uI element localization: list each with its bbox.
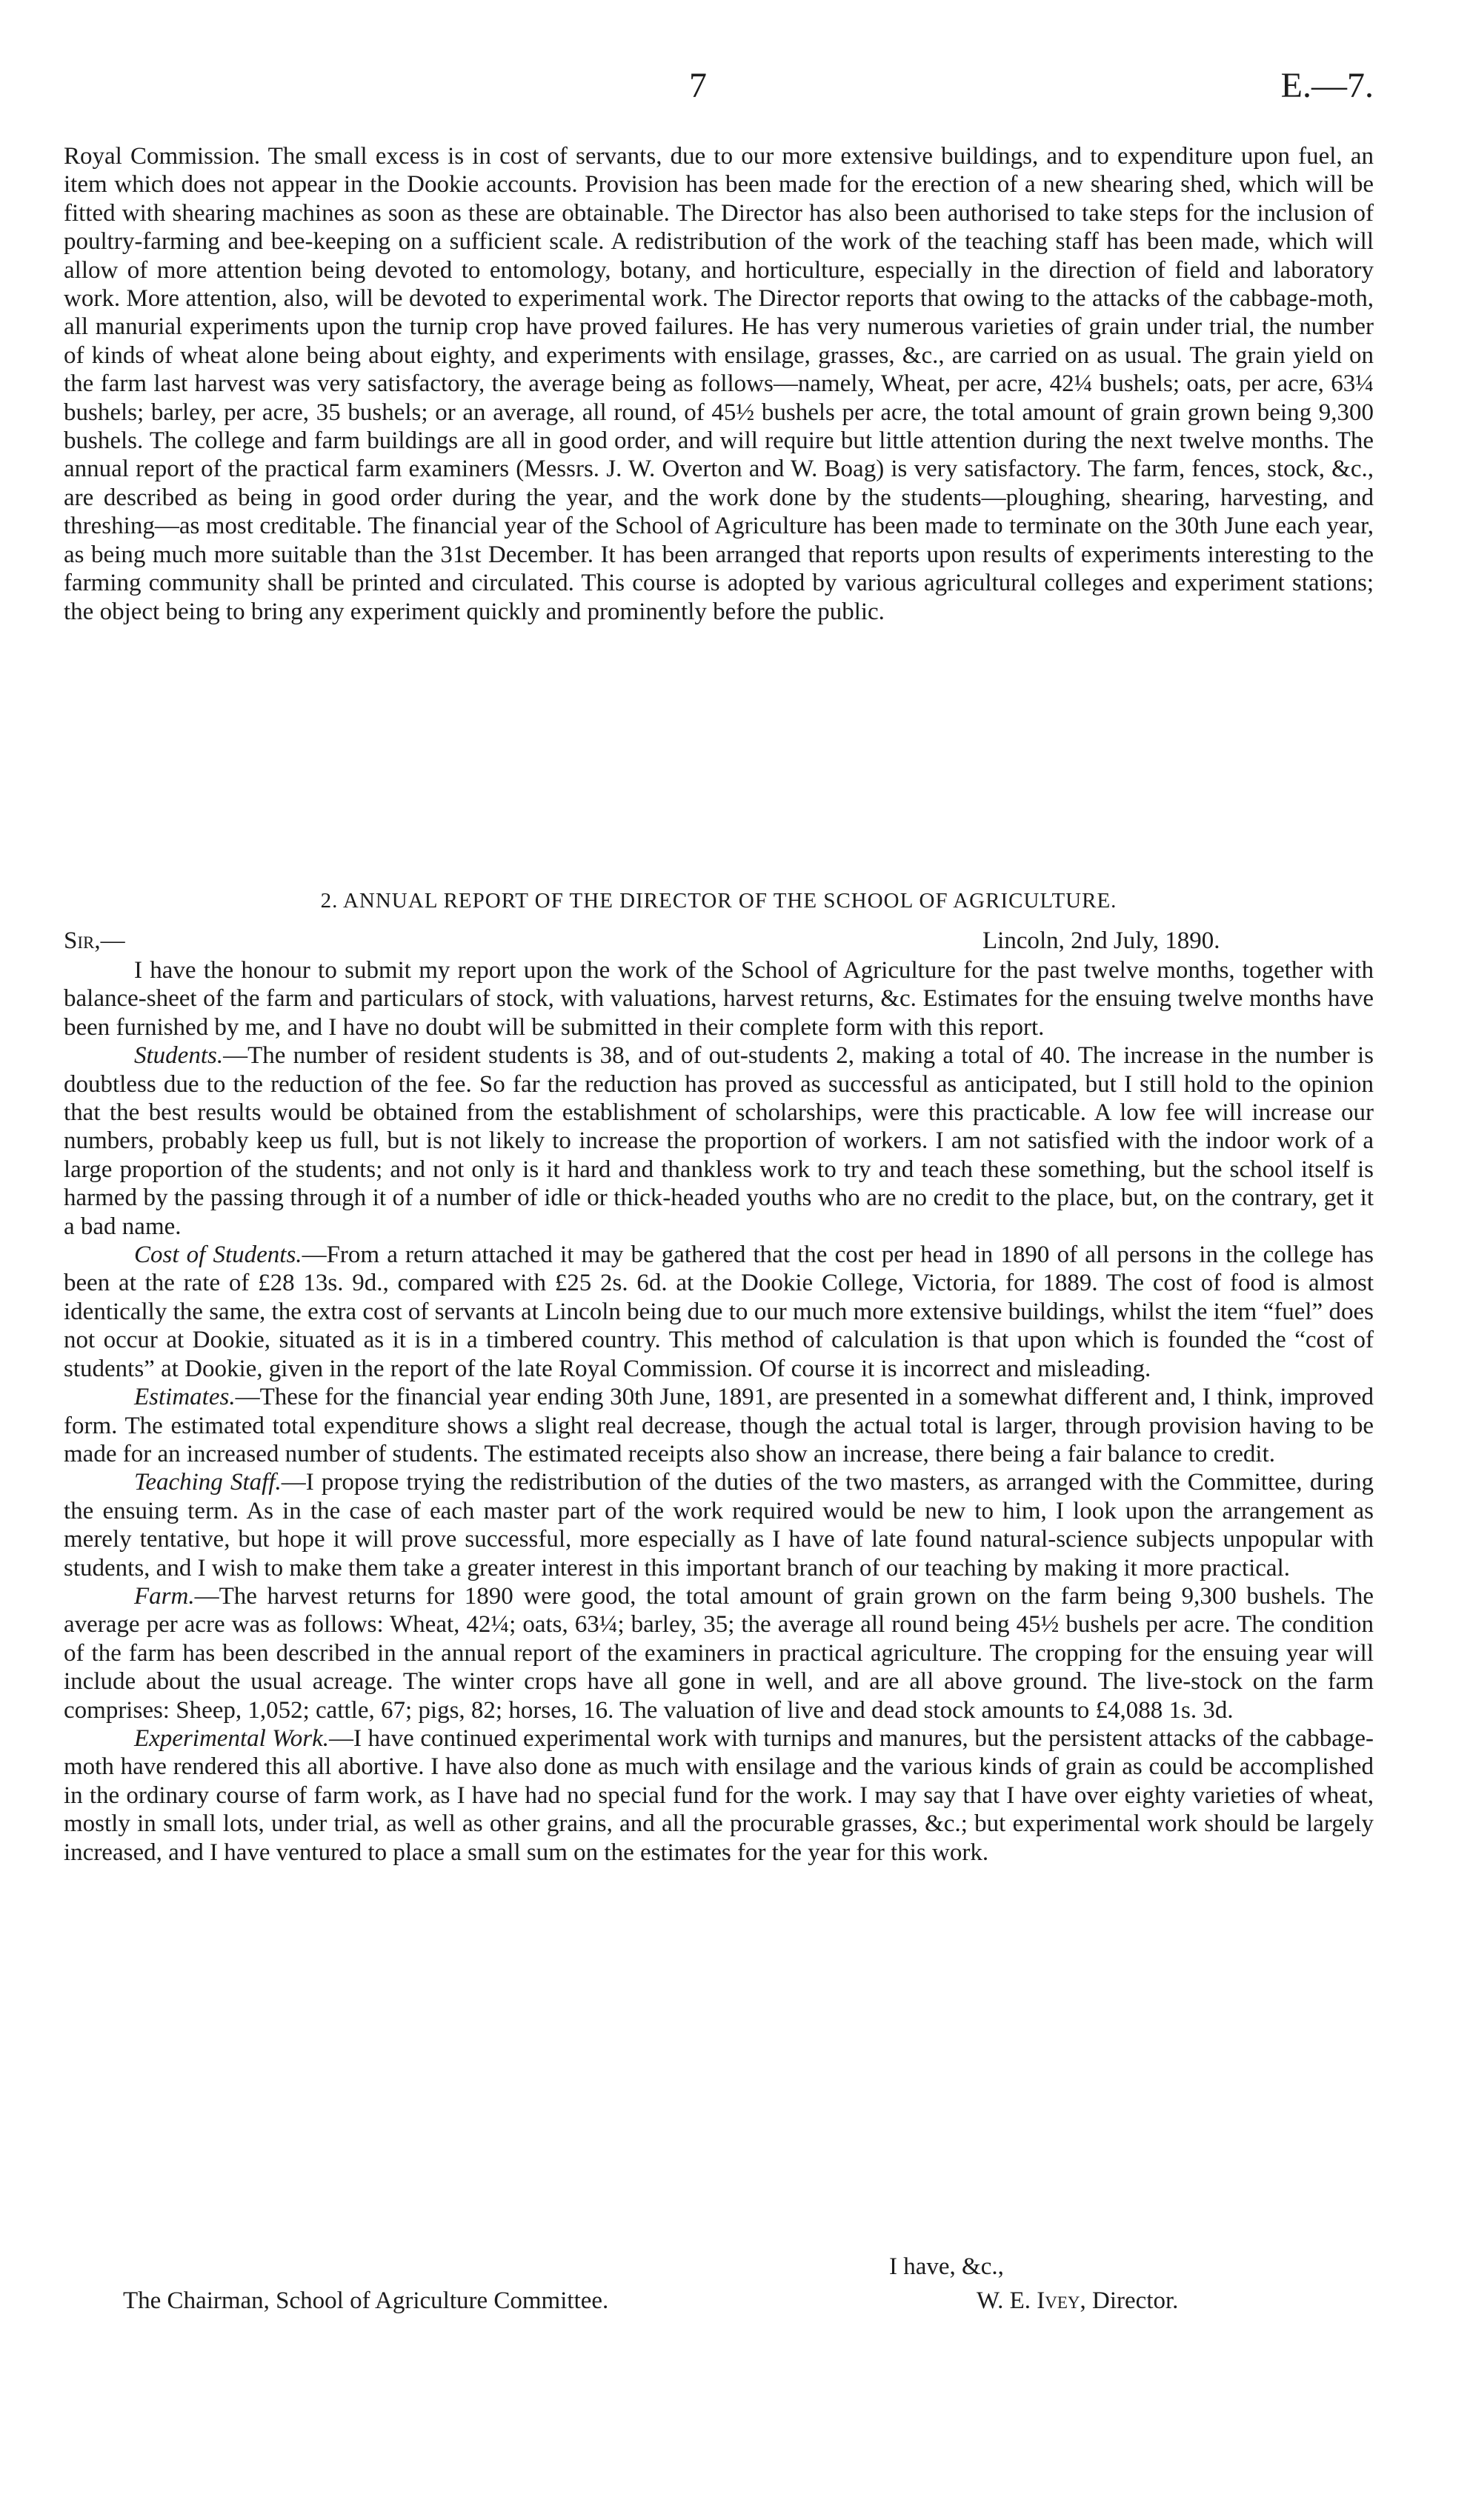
students-topic: Students. [134, 1042, 224, 1070]
teaching-staff-text: —I propose trying the redistribution of the duties of the two masters, as arranged with the Committee, during the ensuing term. As in the case of each master part of the work required would be new to him, I look upon the arrangement as merely tentative, but hope it will prove successful, more especially as I have of late found natural-science subjects unpopular with students, and I wish to make them take a greater interest in this important branch of our teaching by making it more practical. [64, 1469, 1374, 1581]
teaching-staff-paragraph [64, 1468, 1374, 1582]
continuation-paragraph [64, 142, 1374, 626]
experimental-work-text: —I have continued experimental work with turnips and manures, but the persistent attacks of the cabbage-moth have rendered this all abortive. I have also done as much with ensilage and the various kinds of grain as could be accomplished in the ordinary course of farm work, as I have had no special fund for the work. I may say that I have over eighty varieties of wheat, mostly in small lots, under trial, as well as other grains, and all the procurable grasses, &c.; but experimental work should be largely increased, and I have ventured to place a small sum on the estimates for the year for this work. [64, 1724, 1374, 1866]
document-reference: E.—7. [1280, 66, 1374, 105]
students-text: —The number of resident students is 38, and of out-students 2, making a total of 40. The increase in the number is doubtless due to the reduction of the fee. So far the reduction has proved as successful as anticipated, but I still hold to the opinion that the best results would be obtained from the establishment of scholarships, were this practicable. A low fee will increase our numbers, probably keep us full, but is not likely to increase the proportion of workers. I am not satisfied with the indoor work of a large proportion of the students; and not only is it hard and thankless work to try and teach these something, but the school itself is harmed by the passing through it of a number of idle or thick-headed youths who are no credit to the place, but, on the contrary, get it a bad name. [64, 1042, 1374, 1240]
report-body [64, 956, 1374, 1867]
place-date: Lincoln, 2nd July, 1890. [982, 927, 1220, 954]
intro-paragraph: I have the honour to submit my report upon the work of the School of Agriculture for the past twelve months, together with balance-sheet of the farm and particulars of stock, with valuations, harvest returns, &c. Estimates for the ensuing twelve months have been furnished by me, and I have no doubt will be submitted in their complete form with this report. [64, 957, 1374, 1041]
cost-of-students-topic: Cost of Students. [134, 1241, 302, 1269]
estimates-topic: Estimates. [134, 1384, 236, 1411]
farm-topic: Farm. [134, 1582, 195, 1610]
closing: I have, &c., [889, 2253, 1004, 2280]
experimental-work-paragraph [64, 1724, 1374, 1867]
continuation-text: Royal Commission. The small excess is in cost of servants, due to our more extensive buildings, and to expenditure upon fuel, an item which does not appear in the Dookie accounts. Provision has been made for the erection of a new shearing shed, which will be fitted with shearing machines as soon as these are obtainable. The Director has also been authorised to take steps for the inclusion of poultry-farming and bee-keeping on a sufficient scale. A redistribution of the work of the teaching staff has been made, which will allow of more attention being devoted to entomology, botany, and horticulture, especially in the direction of field and laboratory work. More attention, also, will be devoted to experimental work. The Director reports that owing to the attacks of the cabbage-moth, all manurial experiments upon the turnip crop have proved failures. He has very numerous varieties of grain under trial, the number of kinds of wheat alone being about eighty, and experiments with ensilage, grasses, &c., are carried on as usual. The grain yield on the farm last harvest was very satisfactory, the average being as follows—namely, Wheat, per acre, 42¼ bushels; oats, per acre, 63¼ bushels; barley, per acre, 35 bushels; or an average, all round, of 45½ bushels per acre, the total amount of grain grown being 9,300 bushels. The college and farm buildings are all in good order, and will require but little attention during the next twelve months. The annual report of the practical farm examiners (Messrs. J. W. Overton and W. Boag) is very satisfactory. The farm, fences, stock, &c., are described as being in good order during the year, and the work done by the students—ploughing, shearing, harvesting, and threshing—as most creditable. The financial year of the School of Agriculture has been made to terminate on the 30th June each year, as being much more suitable than the 31st December. It has been arranged that reports upon results of experiments interesting to the farming community shall be printed and circulated. This course is adopted by various agricultural colleges and experiment stations; the object being to bring any experiment quickly and prominently before the public. [64, 143, 1374, 625]
signature-name: W. E. Ivey, [977, 2287, 1086, 2314]
experimental-work-topic: Experimental Work. [134, 1724, 330, 1752]
students-paragraph [64, 1041, 1374, 1241]
report-heading: 2. ANNUAL REPORT OF THE DIRECTOR OF THE SCHOOL OF AGRICULTURE. [320, 889, 1117, 913]
salutation: Sir,— [64, 927, 125, 954]
estimates-text: —These for the financial year ending 30th June, 1891, are presented in a somewhat different and, I think, improved form. The estimated total expenditure shows a slight real decrease, though the actual total is larger, through provision having to be made for an increased number of students. The estimated receipts also show an increase, there being a fair balance to credit. [64, 1384, 1374, 1467]
estimates-paragraph [64, 1383, 1374, 1468]
addressee: The Chairman, School of Agriculture Committee. [123, 2287, 609, 2314]
page-number: 7 [689, 66, 707, 105]
cost-of-students-paragraph [64, 1241, 1374, 1383]
signature [977, 2289, 1178, 2313]
farm-text: —The harvest returns for 1890 were good, the total amount of grain grown on the farm being 9,300 bushels. The average per acre was as follows: Wheat, 42¼; oats, 63¼; barley, 35; the average all round being 45½ bushels per acre. The condition of the farm has been described in the annual report of the examiners in practical agriculture. The cropping for the ensuing year will include about the usual acreage. The winter crops have all gone in well, and are all above ground. The live-stock on the farm comprises: Sheep, 1,052; cattle, 67; pigs, 82; horses, 16. The valuation of live and dead stock amounts to £4,088 1s. 3d. [64, 1582, 1374, 1724]
farm-paragraph [64, 1582, 1374, 1724]
cost-of-students-text: —From a return attached it may be gathered that the cost per head in 1890 of all persons in the college has been at the rate of £28 13s. 9d., compared with £25 2s. 6d. at the Dookie College, Victoria, for 1889. The cost of food is almost identically the same, the extra cost of servants at Lincoln being due to our much more extensive buildings, whilst the item “fuel” does not occur at Dookie, situated as it is in a timbered country. This method of calculation is that upon which is founded the “cost of students” at Dookie, given in the report of the late Royal Commission. Of course it is incorrect and misleading. [64, 1241, 1374, 1382]
signature-title: Director. [1092, 2287, 1179, 2314]
teaching-staff-topic: Teaching Staff. [134, 1469, 282, 1496]
